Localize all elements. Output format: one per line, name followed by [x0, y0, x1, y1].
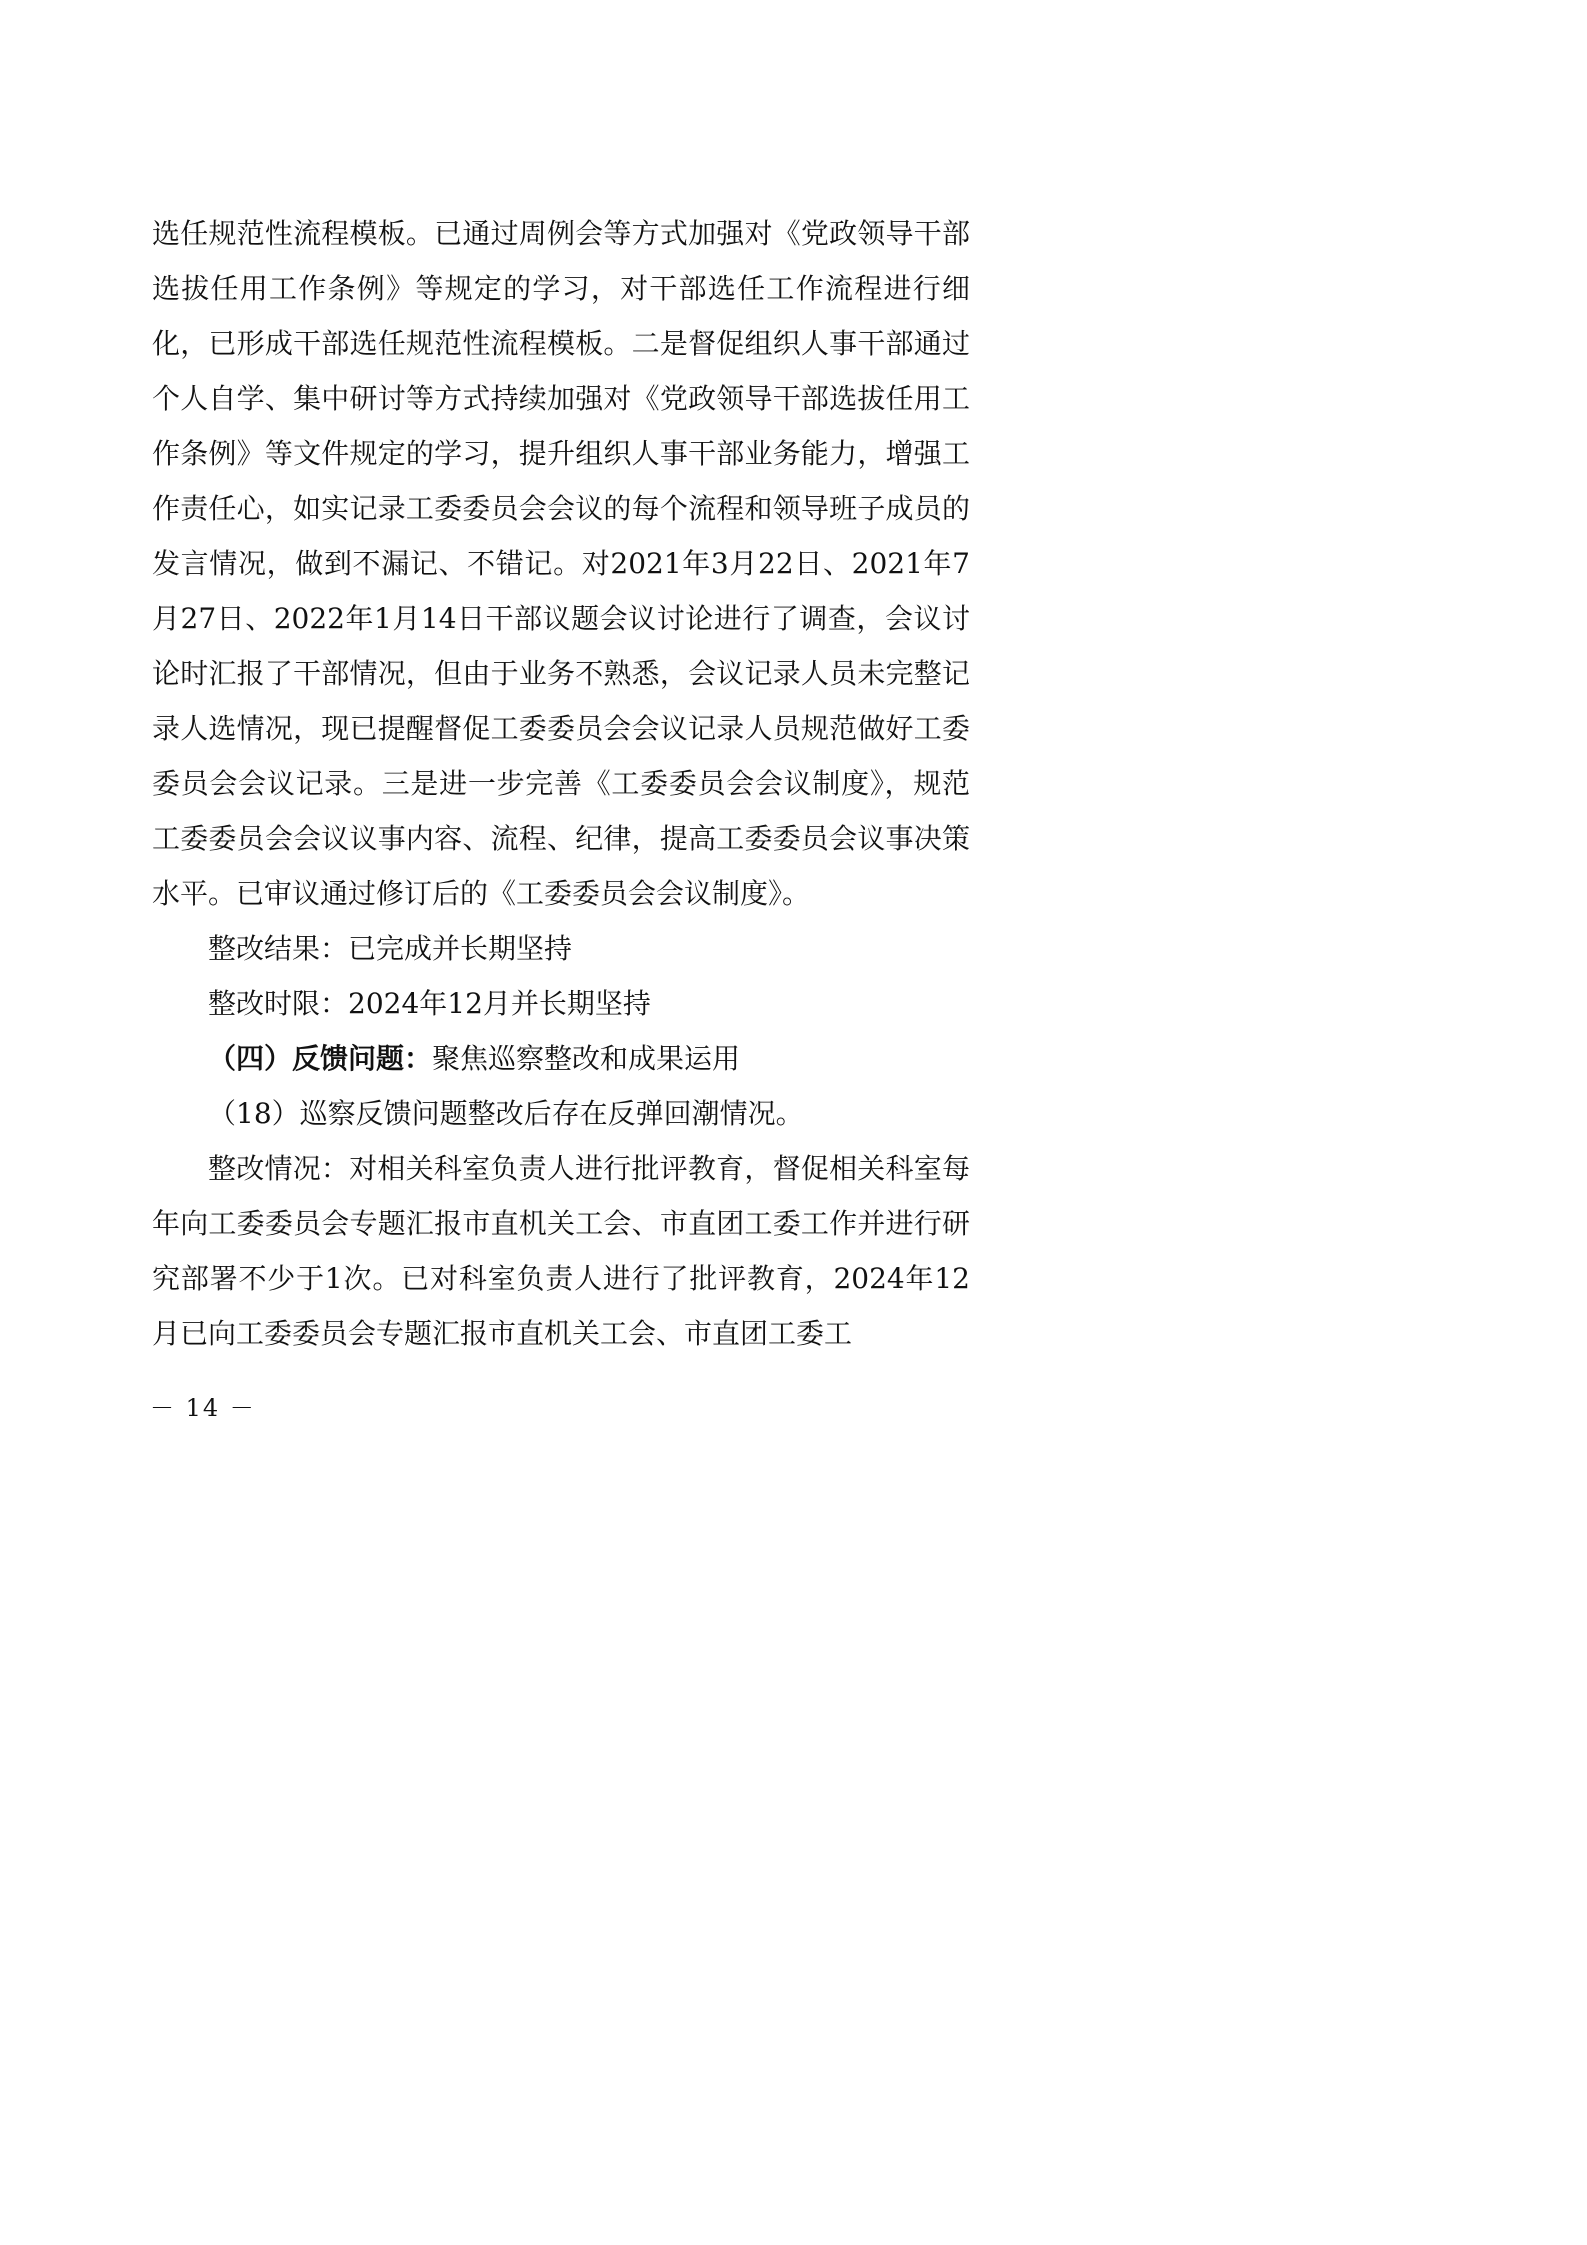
- page-number: － 14 －: [150, 1394, 256, 1422]
- rectification-paragraph: 整改情况：对相关科室负责人进行批评教育，督促相关科室每年向工委委员会专题汇报市直机关工会、市直团工委工作并进行研究部署不少于1次。已对科室负责人进行了批评教育，2024年12月已向工委委员会专题汇报市直机关工会、市直团工委工: [152, 1152, 970, 1350]
- document-page: [0, 0, 1117, 1580]
- section-heading-label: （四）反馈问题：: [208, 1042, 433, 1075]
- document-body: [152, 206, 970, 1361]
- rectification-deadline-line: 整改时限：2024年12月并长期坚持: [208, 987, 651, 1020]
- body-paragraph-continued: 选任规范性流程模板。已通过周例会等方式加强对《党政领导干部选拔任用工作条例》等规定的学习，对干部选任工作流程进行细化，已形成干部选任规范性流程模板。二是督促组织人事干部通过个人自学、集中研讨等方式持续加强对《党政领导干部选拔任用工作条例》等文件规定的学习，提升组织人事干部业务能力，增强工作责任心，如实记录工委委员会会议的每个流程和领导班子成员的发言情况，做到不漏记、不错记。对2021年3月22日、2021年7月27日、2022年1月14日干部议题会议讨论进行了调查，会议讨论时汇报了干部情况，但由于业务不熟悉，会议记录人员未完整记录人选情况，现已提醒督促工委委员会会议记录人员规范做好工委委员会会议记录。三是进一步完善《工委委员会会议制度》，规范工委委员会会议议事内容、流程、纪律，提高工委委员会议事决策水平。已审议通过修订后的《工委委员会会议制度》。: [152, 217, 970, 910]
- rectification-result-line: 整改结果：已完成并长期坚持: [208, 932, 573, 965]
- section-heading: [152, 1031, 970, 1086]
- issue-line: （18）巡察反馈问题整改后存在反弹回潮情况。: [208, 1097, 804, 1130]
- section-heading-title: 聚焦巡察整改和成果运用: [432, 1042, 741, 1075]
